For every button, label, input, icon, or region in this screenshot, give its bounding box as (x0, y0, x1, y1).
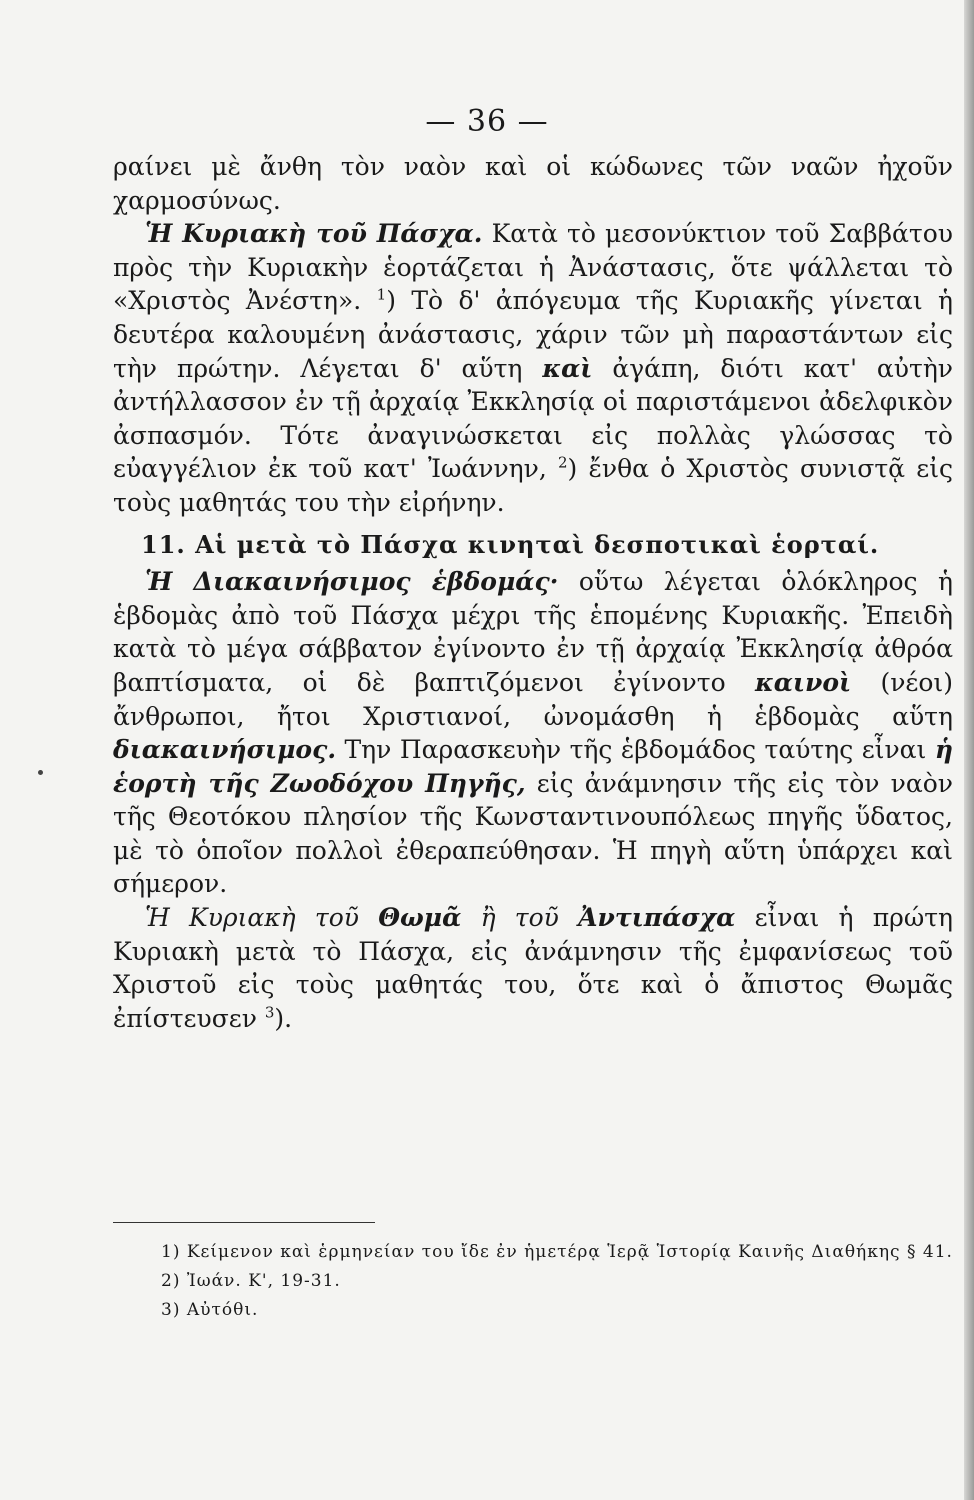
text: οὕτω λέγεται ὁλόκληρος ἡ ἑβδομὰς ἀπὸ τοῦ Πάσχα μέχρι τῆς ἑπομένης Κυριακῆς. Ἐπειδὴ κατὰ τὸ μέγα σάββατον ἐγίνοντο ἐν τῇ ἀρχαίᾳ Ἐκκλησίᾳ ἀθρόα βαπτίσματα, οἱ δὲ βαπτιζόμενοι ἐγίνοντο (113, 567, 953, 697)
footnote-1: 1) Κείμενον καὶ ἑρμηνείαν του ἴδε ἐν ἡμετέρᾳ Ἱερᾷ Ἱστορίᾳ Καινῆς Διαθήκης § 41. (161, 1242, 953, 1262)
emphasis-life-giving-spring: ἡ ἑορτὴ τῆς Ζωοδόχου Πηγῆς, (113, 735, 953, 798)
footnotes (113, 1238, 953, 1325)
text: (νέοι) ἄνθρωποι, ἤτοι Χριστιανοί, ὠνομάσθη ἡ ἑβδομὰς αὕτη (113, 667, 953, 731)
paragraph-bright-week (113, 565, 953, 901)
thomas-title-b: Θωμᾶ (378, 903, 462, 933)
emphasis-diakainisimos: διακαινήσιμος. (113, 735, 337, 765)
thomas-title-e: Ἀντιπάσχα (578, 903, 736, 933)
footnote-ref-2: 2 (557, 454, 568, 473)
footnote-3: 3) Αὐτόθι. (161, 1300, 259, 1320)
text: ) ἔνθα ὁ Χριστὸς συνιστᾷ εἰς τοὺς μαθητάς του τὴν εἰρήνην. (113, 454, 953, 517)
text: Την Παρασκευὴν τῆς ἑβδομάδος ταύτης εἶναι (336, 735, 935, 765)
footnote-ref-1: 1 (376, 286, 387, 305)
text: ) Τὸ δ' ἀπόγευμα τῆς Κυριακῆς γίνεται ἡ δευτέρα καλουμένη ἀνάστασις, χάριν τῶν μὴ παραστάντων εἰς τὴν πρώτην. Λέγεται δ' αὕτη (113, 286, 953, 383)
paragraph-continuation: ραίνει μὲ ἄνθη τὸν ναὸν καὶ οἱ κώδωνες τῶν ναῶν ἠχοῦν χαρμοσύνως. (113, 152, 953, 215)
page-number: — 36 — (425, 104, 549, 139)
page-edge-shadow (964, 0, 974, 1500)
text: Κατὰ τὸ μεσονύκτιον τοῦ Σαββάτου πρὸς τὴν Κυριακὴν ἑορτάζεται ἡ Ἀνάστασις, ὅτε ψάλλεται τὸ «Χριστὸς Ἀνέστη». (113, 219, 953, 316)
body-text (113, 150, 953, 1035)
thomas-title-c: ἢ (480, 903, 496, 933)
text: εἰς ἀνάμνησιν τῆς εἰς τὸν ναὸν τῆς Θεοτόκου πλησίον τῆς Κωνσταντινουπόλεως πηγῆς ὕδατος, μὲ τὸ ὁποῖον πολλοὶ ἐθεραπεύθησαν. Ἡ πηγὴ αὕτη ὑπάρχει καὶ σήμερον. (113, 768, 953, 899)
margin-speck (38, 770, 43, 775)
footnote-separator (113, 1222, 375, 1223)
text: ἀγάπη, διότι κατ' αὐτὴν ἀντήλλασσον ἐν τῇ ἀρχαίᾳ Ἐκκλησίᾳ οἱ παριστάμενοι ἀδελφικὸν ἀσπασμόν. Τότε ἀναγινώσκεται εἰς πολλὰς γλώσσας τὸ εὐαγγέλιον ἐκ τοῦ κατ' Ἰωάννην, (113, 353, 953, 484)
bright-week-title: Ἡ Διακαινήσιμος ἑβδομάς· (145, 567, 559, 597)
paragraph-easter-sunday (113, 217, 953, 519)
footnote-ref-3: 3 (264, 1003, 275, 1022)
easter-sunday-title: Ἡ Κυριακὴ τοῦ Πάσχα. (145, 219, 483, 249)
text: εἶναι ἡ πρώτη Κυριακὴ μετὰ τὸ Πάσχα, εἰς ἀνάμνησιν τῆς ἐμφανίσεως τοῦ Χριστοῦ εἰς τοὺς μαθητάς του, ὅτε καὶ ὁ ἄπιστος Θωμᾶς ἐπίστευσεν (113, 903, 954, 1033)
thomas-title-d: τοῦ (514, 903, 559, 933)
paragraph-thomas-sunday (113, 901, 953, 1035)
thomas-title-a: Ἡ Κυριακὴ τοῦ (145, 903, 359, 933)
emphasis-kai: καὶ (542, 353, 593, 383)
section-heading: 11. Αἱ μετὰ τὸ Πάσχα κινηταὶ δεσποτικαὶ ἑορταί. (141, 529, 880, 559)
footnote-2: 2) Ἰωάν. Κ', 19-31. (161, 1271, 341, 1291)
emphasis-kainoi: καινοὶ (754, 667, 852, 697)
text: ). (274, 1003, 293, 1033)
